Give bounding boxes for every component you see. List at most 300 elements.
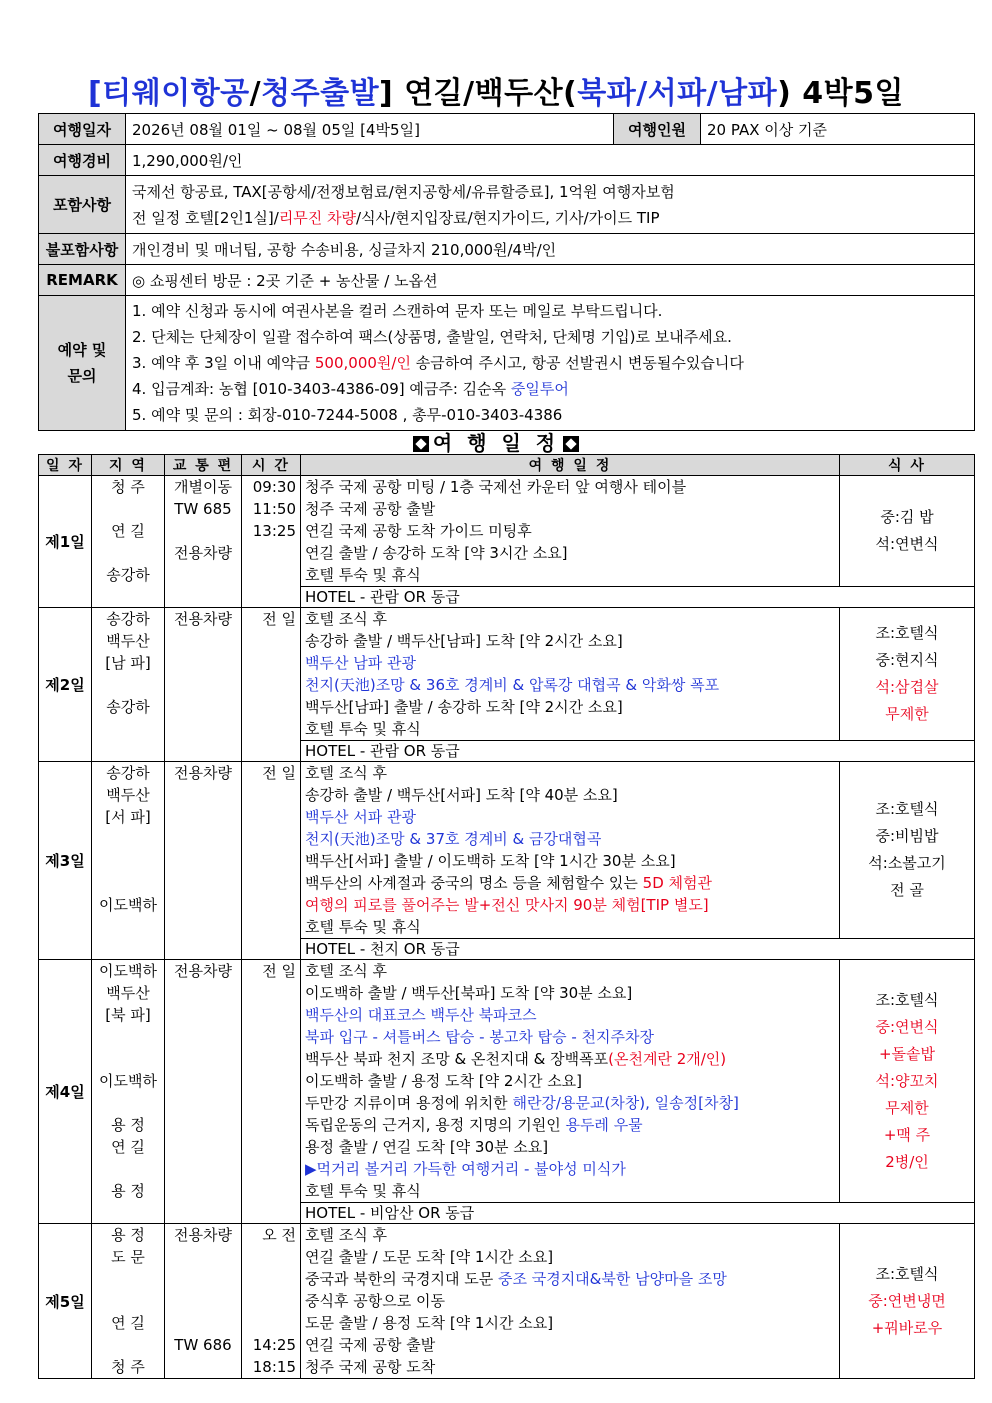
itinerary-text: 이도백하 출발 / 용정 도착 [약 2시간 소요]: [305, 1072, 583, 1090]
itinerary-line: [305, 520, 835, 542]
meal-text: 중:현지식: [875, 651, 939, 669]
transport-cell: [165, 608, 242, 762]
time-text: [246, 784, 296, 806]
meal-text: 조:호텔식: [875, 800, 939, 818]
region-text: [96, 1048, 160, 1070]
header-time: 시 간: [242, 455, 301, 476]
inquiry-value: [126, 296, 975, 431]
itinerary-line: [305, 982, 835, 1004]
region-text: [96, 1026, 160, 1048]
itinerary-line: [305, 850, 835, 872]
meal-cell: [840, 762, 975, 939]
time-text: [246, 1180, 296, 1202]
time-text: [246, 1092, 296, 1114]
time-text: 11:50: [252, 500, 296, 518]
region-cell: [92, 960, 165, 1224]
inquiry-label-line-2: 문의: [67, 367, 97, 385]
inquiry-line-4: [132, 376, 968, 402]
inquiry-line-3: [132, 350, 968, 376]
meal-text: 석:연변식: [875, 535, 939, 553]
hotel-text: HOTEL - 비암산 OR 동급: [305, 1204, 475, 1222]
transport-text: [169, 718, 237, 740]
itinerary-text: 청주 국제 공항 도착: [305, 1358, 436, 1376]
itinerary-line: [305, 806, 835, 828]
region-cell: [92, 476, 165, 608]
itinerary-text: 여행의 피로를 풀어주는 발+전신 맛사지 90분 체험[TIP 별도]: [305, 896, 709, 914]
transport-text: 개별이동: [174, 478, 232, 496]
itinerary-text: 용정 출발 / 연길 도착 [약 30분 소요]: [305, 1138, 549, 1156]
meal-text: 중:비빔밥: [875, 827, 939, 845]
inquiry-label-line-1: 예약 및: [57, 341, 107, 359]
itinerary-line: [305, 718, 835, 740]
itinerary-line: [305, 916, 835, 938]
transport-text: [169, 1114, 237, 1136]
time-text: [246, 916, 296, 938]
itinerary-text: 백두산의 대표코스 백두산 북파코스: [305, 1006, 537, 1024]
schedule-day-row: [39, 960, 975, 1203]
time-text: [246, 1114, 296, 1136]
region-text: [96, 498, 160, 520]
meal-text: 중:연변냉면: [868, 1291, 946, 1310]
transport-cell: [165, 762, 242, 960]
itinerary-line: [305, 1180, 835, 1202]
included-hotel: 전 일정 호텔[2인1실]/: [132, 208, 279, 227]
info-table: [38, 113, 975, 431]
region-text: [남 파]: [105, 654, 151, 672]
itinerary-line: [305, 1246, 835, 1268]
meal-text: +맥 주: [883, 1125, 931, 1144]
itinerary-text: 청주 국제 공항 미팅 / 1층 국제선 카운터 앞 여행사 테이블: [305, 478, 687, 496]
region-text: 연 길: [111, 1138, 145, 1156]
itinerary-text: 호텔 투숙 및 휴식: [305, 720, 421, 738]
itinerary-highlight: 용두레 우물: [565, 1116, 643, 1134]
transport-text: [169, 1026, 237, 1048]
title-bracket-open: [: [88, 76, 103, 111]
transport-text: [169, 1246, 237, 1268]
diamond-icon: [563, 436, 579, 452]
itinerary-line: [305, 784, 835, 806]
itinerary-line: [305, 1356, 835, 1378]
schedule-day-row: [39, 762, 975, 939]
schedule-day-row: [39, 1224, 975, 1379]
itinerary-line: [305, 1312, 835, 1334]
time-text: 18:15: [252, 1358, 296, 1376]
itinerary-line: [305, 1070, 835, 1092]
excluded-value: 개인경비 및 매너팁, 공항 수송비용, 싱글차지 210,000원/4박/인: [126, 234, 975, 265]
itinerary-cell: [301, 1224, 840, 1379]
itinerary-line: [305, 1290, 835, 1312]
itinerary-line: [305, 1136, 835, 1158]
itinerary-text: 도문 출발 / 용정 도착 [약 1시간 소요]: [305, 1314, 554, 1332]
transport-text: 전용차량: [174, 610, 232, 628]
time-cell: [242, 608, 301, 762]
itinerary-line: [305, 1048, 835, 1070]
header-region: 지 역: [92, 455, 165, 476]
included-label: 포함사항: [39, 176, 126, 234]
meal-text: 중:연변식: [875, 1017, 939, 1036]
itinerary-line: [305, 872, 835, 894]
time-text: [246, 872, 296, 894]
itinerary-text: 백두산 남파 관광: [305, 654, 416, 672]
itinerary-line: [305, 542, 835, 564]
hotel-cell: [301, 939, 975, 960]
hotel-cell: [301, 1203, 975, 1224]
remark-label: REMARK: [39, 265, 126, 296]
page-title: [0, 68, 992, 112]
title-sites: 북파/서파/남파: [577, 76, 778, 111]
transport-text: [169, 828, 237, 850]
day-label: 제3일: [39, 762, 92, 960]
itinerary-text: 호텔 조식 후: [305, 1226, 387, 1244]
itinerary-text: 중국과 북한의 국경지대 도문: [305, 1270, 498, 1288]
schedule-heading: [0, 427, 992, 456]
region-text: [96, 1290, 160, 1312]
transport-text: [169, 1180, 237, 1202]
transport-text: 전용차량: [174, 764, 232, 782]
itinerary-cell: [301, 762, 840, 939]
transport-text: [169, 674, 237, 696]
header-meal: 식 사: [840, 455, 975, 476]
itinerary-highlight: (온천계란 2개/인): [608, 1050, 727, 1068]
transport-text: [169, 1070, 237, 1092]
transport-text: [169, 850, 237, 872]
transport-text: [169, 696, 237, 718]
time-text: [246, 652, 296, 674]
cost-label: 여행경비: [39, 145, 126, 176]
meal-text: 조:호텔식: [875, 990, 939, 1009]
itinerary-text: 백두산 서파 관광: [305, 808, 416, 826]
time-text: [246, 1312, 296, 1334]
remark-value: ◎ 쇼핑센터 방문 : 2곳 기준 + 농산물 / 노옵션: [126, 265, 975, 296]
meal-text: 조:호텔식: [875, 1264, 939, 1283]
day-label: 제1일: [39, 476, 92, 608]
time-cell: [242, 1224, 301, 1379]
meal-cell: [840, 960, 975, 1203]
transport-text: [169, 1158, 237, 1180]
region-text: 도 문: [111, 1248, 145, 1266]
transport-text: [169, 1136, 237, 1158]
itinerary-text: 호텔 투숙 및 휴식: [305, 566, 421, 584]
itinerary-line: [305, 1158, 835, 1180]
time-text: [246, 1290, 296, 1312]
itinerary-text: 호텔 투숙 및 휴식: [305, 1182, 421, 1200]
time-text: [246, 982, 296, 1004]
included-value: [126, 176, 975, 234]
region-text: 용 정: [111, 1116, 145, 1134]
itinerary-text: 송강하 출발 / 백두산[서파] 도착 [약 40분 소요]: [305, 786, 618, 804]
region-text: [서 파]: [105, 808, 151, 826]
itinerary-line: [305, 1026, 835, 1048]
date-label: 여행일자: [39, 114, 126, 145]
time-cell: [242, 476, 301, 608]
meal-cell: [840, 1224, 975, 1379]
time-text: 전 일: [262, 764, 296, 782]
transport-text: [169, 982, 237, 1004]
itinerary-text: 백두산의 사계절과 중국의 명소 등을 체험할수 있는: [305, 874, 643, 892]
transport-text: [169, 1268, 237, 1290]
itinerary-line: [305, 1114, 835, 1136]
time-cell: [242, 960, 301, 1224]
region-text: [96, 1092, 160, 1114]
time-text: [246, 564, 296, 586]
region-text: [96, 1268, 160, 1290]
meal-text: 석:삼겹살: [875, 678, 939, 696]
itinerary-line: [305, 960, 835, 982]
time-cell: [242, 762, 301, 960]
itinerary-line: [305, 476, 835, 498]
itinerary-line: [305, 828, 835, 850]
time-text: 14:25: [252, 1336, 296, 1354]
itinerary-text: 송강하 출발 / 백두산[남파] 도착 [약 2시간 소요]: [305, 632, 623, 650]
time-text: [246, 828, 296, 850]
itinerary-line: [305, 762, 835, 784]
transport-text: 전용차량: [174, 1226, 232, 1244]
included-line-2: [132, 205, 968, 231]
hotel-text: HOTEL - 천지 OR 동급: [305, 940, 460, 958]
inquiry-deposit-amount: 500,000원/인: [314, 354, 411, 372]
itinerary-line: [305, 1334, 835, 1356]
itinerary-cell: [301, 608, 840, 741]
transport-text: 전용차량: [174, 544, 232, 562]
region-text: 연 길: [111, 522, 145, 540]
region-text: 송강하: [106, 566, 150, 584]
itinerary-text: 호텔 투숙 및 휴식: [305, 918, 421, 936]
meal-text: 전 골: [890, 881, 924, 899]
region-text: 송강하: [106, 610, 150, 628]
itinerary-text: 북파 입구 - 셔틀버스 탑승 - 봉고차 탑승 - 천지주차장: [305, 1028, 654, 1046]
itinerary-cell: [301, 960, 840, 1203]
time-text: [246, 718, 296, 740]
inquiry-label: [39, 296, 126, 431]
itinerary-line: [305, 498, 835, 520]
transport-text: [169, 916, 237, 938]
itinerary-line: [305, 1004, 835, 1026]
transport-text: [169, 1048, 237, 1070]
region-text: 백두산: [106, 984, 150, 1002]
itinerary-text: 연길 출발 / 송강하 도착 [약 3시간 소요]: [305, 544, 568, 562]
title-route: ] 연길/백두산(: [379, 76, 578, 111]
itinerary-highlight: 해란강/용문교(차창), 일송정[차창]: [512, 1094, 739, 1112]
included-limousine: 리무진 차량: [278, 208, 357, 227]
region-text: 청 주: [111, 1358, 145, 1376]
day-label: 제5일: [39, 1224, 92, 1379]
transport-text: [169, 1290, 237, 1312]
time-text: [246, 674, 296, 696]
meal-text: +꿔바로우: [871, 1318, 943, 1337]
itinerary-line: [305, 630, 835, 652]
itinerary-line: [305, 652, 835, 674]
title-duration: ) 4박5일: [777, 76, 904, 111]
title-airline: 티웨이항공: [102, 76, 250, 111]
day-label: 제4일: [39, 960, 92, 1224]
time-text: [246, 1004, 296, 1026]
hotel-cell: [301, 741, 975, 762]
itinerary-text: 호텔 조식 후: [305, 610, 387, 628]
itinerary-text: 이도백하 출발 / 백두산[북파] 도착 [약 30분 소요]: [305, 984, 633, 1002]
inquiry-agency: 중일투어: [510, 380, 569, 398]
time-text: 13:25: [252, 522, 296, 540]
itinerary-line: [305, 1092, 835, 1114]
transport-text: [169, 630, 237, 652]
inquiry-account: 4. 입금계좌: 농협 [010-3403-4386-09] 예금주: 김순옥: [132, 380, 511, 398]
time-text: [246, 1246, 296, 1268]
time-text: 전 일: [262, 610, 296, 628]
itinerary-text: 독립운동의 근거지, 용정 지명의 기원인: [305, 1116, 566, 1134]
itinerary-line: [305, 674, 835, 696]
region-text: [96, 542, 160, 564]
hotel-cell: [301, 587, 975, 608]
region-cell: [92, 608, 165, 762]
meal-text: 무제한: [885, 1098, 929, 1117]
time-text: [246, 542, 296, 564]
itinerary-text: 천지(天池)조망 & 36호 경계비 & 압록강 대협곡 & 악화쌍 폭포: [305, 676, 720, 694]
time-text: 전 일: [262, 962, 296, 980]
transport-text: [169, 806, 237, 828]
region-text: [96, 718, 160, 740]
itinerary-line: [305, 1224, 835, 1246]
region-text: 연 길: [111, 1314, 145, 1332]
transport-text: [169, 784, 237, 806]
region-text: [96, 916, 160, 938]
date-value: 2026년 08월 01일 ~ 08월 05일 [4박5일]: [126, 114, 614, 145]
transport-text: [169, 1004, 237, 1026]
itinerary-text: 백두산 북파 천지 조망 & 온천지대 & 장백폭포: [305, 1050, 609, 1068]
time-text: [246, 850, 296, 872]
itinerary-text: 중식후 공항으로 이동: [305, 1292, 445, 1310]
itinerary-text: 백두산[서파] 출발 / 이도백하 도착 [약 1시간 30분 소요]: [305, 852, 676, 870]
itinerary-text: 천지(天池)조망 & 37호 경계비 & 금강대협곡: [305, 830, 602, 848]
itinerary-text: 백두산[남파] 출발 / 송강하 도착 [약 2시간 소요]: [305, 698, 623, 716]
itinerary-highlight: 중조 국경지대&북한 남양마을 조망: [497, 1270, 727, 1288]
transport-text: 전용차량: [174, 962, 232, 980]
time-text: [246, 1136, 296, 1158]
region-text: [96, 828, 160, 850]
itinerary-text: 청주 국제 공항 출발: [305, 500, 436, 518]
itinerary-cell: [301, 476, 840, 587]
itinerary-line: [305, 564, 835, 586]
time-text: 09:30: [252, 478, 296, 496]
time-text: 오 전: [262, 1226, 296, 1244]
time-text: [246, 696, 296, 718]
hotel-text: HOTEL - 관람 OR 동급: [305, 742, 460, 760]
inquiry-deposit-suffix: 송금하여 주시고, 항공 선발권시 변동될수있습니다: [410, 354, 744, 372]
meal-text: 무제한: [885, 705, 929, 723]
meal-cell: [840, 608, 975, 741]
itinerary-line: [305, 894, 835, 916]
inquiry-line-5: 5. 예약 및 문의 : 회장-010-7244-5008 , 총무-010-3403-4386: [132, 406, 563, 424]
hotel-text: HOTEL - 관람 OR 동급: [305, 588, 460, 606]
itinerary-highlight: 5D 체험관: [642, 874, 713, 892]
region-text: 용 정: [111, 1226, 145, 1244]
itinerary-text: 두만강 지류이며 용정에 위치한: [305, 1094, 513, 1112]
excluded-label: 불포함사항: [39, 234, 126, 265]
itinerary-text: 연길 국제 공항 도착 가이드 미팅후: [305, 522, 532, 540]
transport-text: [169, 1312, 237, 1334]
transport-text: [169, 652, 237, 674]
region-text: [북 파]: [105, 1006, 151, 1024]
schedule-day-row: [39, 608, 975, 741]
itinerary-text: 연길 국제 공항 출발: [305, 1336, 436, 1354]
included-rest: /식사/현지입장료/현지가이드, 기사/가이드 TIP: [356, 208, 660, 227]
time-text: [246, 1158, 296, 1180]
diamond-icon: [413, 436, 429, 452]
transport-text: TW 685: [174, 500, 232, 518]
region-text: 이도백하: [99, 962, 157, 980]
itinerary-line: [305, 696, 835, 718]
meal-text: +돌솥밥: [878, 1044, 936, 1063]
region-text: 용 정: [111, 1182, 145, 1200]
transport-cell: [165, 476, 242, 608]
region-text: 이도백하: [99, 1072, 157, 1090]
transport-text: [169, 1356, 237, 1378]
meal-text: 석:소볼고기: [868, 854, 946, 872]
inquiry-line-2: 2. 단체는 단체장이 일괄 접수하여 팩스(상품명, 출발일, 연락처, 단체명 기입)로 보내주세요.: [132, 328, 732, 346]
meal-text: 중:김 밥: [880, 508, 934, 526]
cost-value: 1,290,000원/인: [126, 145, 975, 176]
itinerary-text: 호텔 조식 후: [305, 962, 387, 980]
title-departure: 청주출발: [261, 76, 380, 111]
region-text: [96, 872, 160, 894]
region-text: [96, 674, 160, 696]
schedule-table: [38, 454, 975, 1379]
itinerary-text: 호텔 조식 후: [305, 764, 387, 782]
itinerary-line: [305, 608, 835, 630]
meal-cell: [840, 476, 975, 587]
itinerary-text: ▶먹거리 볼거리 가득한 여행거리 - 불야성 미식가: [305, 1160, 626, 1178]
region-text: 송강하: [106, 698, 150, 716]
transport-cell: [165, 1224, 242, 1379]
region-text: [96, 850, 160, 872]
day-label: 제2일: [39, 608, 92, 762]
schedule-heading-text: 여 행 일 정: [432, 431, 560, 455]
time-text: [246, 806, 296, 828]
region-text: 송강하: [106, 764, 150, 782]
transport-text: TW 686: [174, 1336, 232, 1354]
meal-text: 2병/인: [885, 1152, 929, 1171]
time-text: [246, 1026, 296, 1048]
transport-text: [169, 564, 237, 586]
region-text: 이도백하: [99, 896, 157, 914]
time-text: [246, 1268, 296, 1290]
region-text: 백두산: [106, 632, 150, 650]
region-text: 청 주: [111, 478, 145, 496]
meal-text: 조:호텔식: [875, 624, 939, 642]
time-text: [246, 1070, 296, 1092]
title-slash: /: [249, 76, 262, 111]
time-text: [246, 630, 296, 652]
itinerary-text: 연길 출발 / 도문 도착 [약 1시간 소요]: [305, 1248, 554, 1266]
itinerary-line: [305, 1268, 835, 1290]
schedule-day-row: [39, 476, 975, 587]
region-text: [96, 1158, 160, 1180]
region-text: [96, 1334, 160, 1356]
pax-label: 여행인원: [614, 114, 701, 145]
pax-value: 20 PAX 이상 기준: [701, 114, 975, 145]
header-day: 일 자: [39, 455, 92, 476]
transport-text: [169, 520, 237, 542]
inquiry-deposit-prefix: 3. 예약 후 3일 이내 예약금: [132, 354, 315, 372]
region-cell: [92, 762, 165, 960]
time-text: [246, 1048, 296, 1070]
time-text: [246, 894, 296, 916]
transport-text: [169, 1092, 237, 1114]
region-text: 백두산: [106, 786, 150, 804]
meal-text: 석:양꼬치: [875, 1071, 939, 1090]
included-line-1: 국제선 항공료, TAX[공항세/전쟁보험료/현지공항세/유류할증료], 1억원 여행자보험: [132, 182, 675, 201]
transport-cell: [165, 960, 242, 1224]
transport-text: [169, 872, 237, 894]
transport-text: [169, 894, 237, 916]
